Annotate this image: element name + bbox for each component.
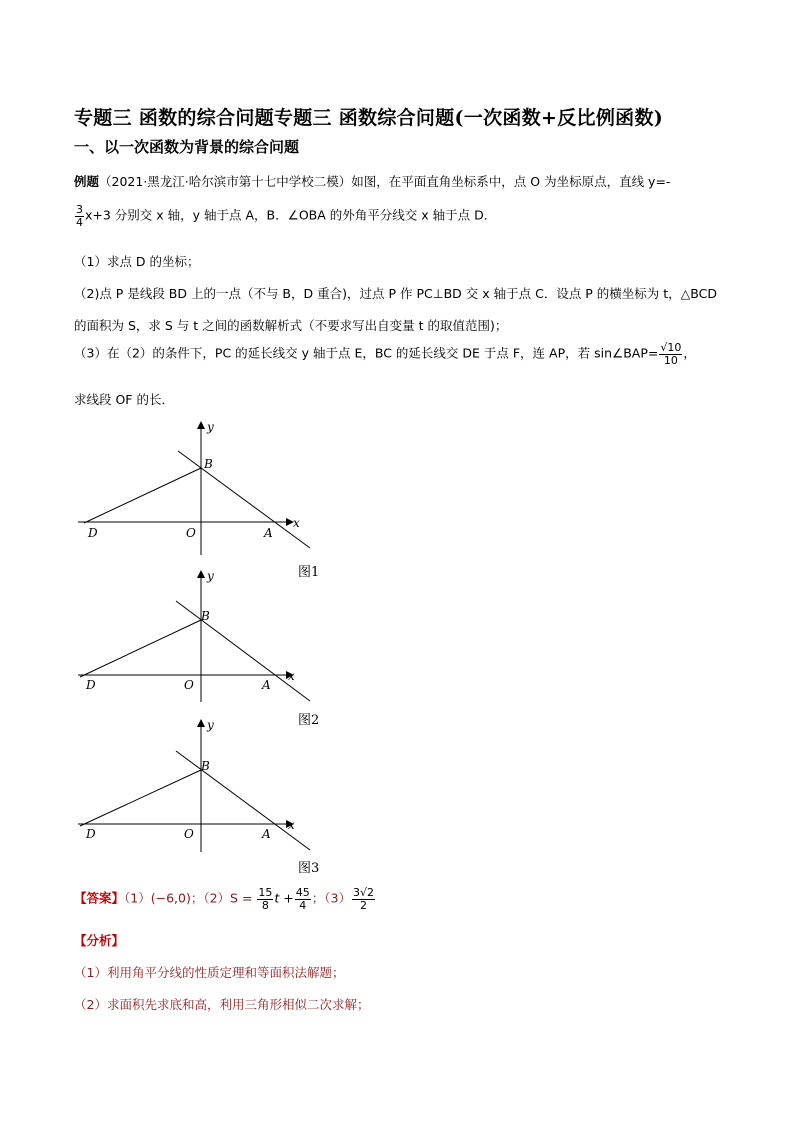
line-ba: [176, 601, 310, 701]
point-d-label: D: [88, 526, 98, 540]
y-label: y: [207, 718, 214, 732]
figure-3-diagram: [70, 714, 330, 864]
answer-line: [74, 887, 376, 911]
answer-part-2-mid: t +: [274, 890, 294, 906]
frac-den: 4: [299, 898, 307, 912]
frac-den: 4: [76, 215, 83, 229]
point-b-label: B: [201, 759, 210, 773]
example-line-2: [74, 204, 496, 228]
answer-part-3-prefix: （3）: [324, 890, 351, 906]
question-3-text: （3）在（2）的条件下，PC 的延长线交 y 轴于点 E，BC 的延长线交 DE 于点 F，连 AP，若 sin∠BAP=: [74, 345, 659, 361]
answer-fraction-3sqrt2-2: [352, 887, 375, 911]
point-d-label: D: [86, 827, 96, 841]
line-ba: [178, 451, 310, 548]
line-ba: [176, 751, 310, 850]
answer-fraction-45-4: [295, 887, 311, 911]
frac-den: 8: [261, 898, 269, 912]
page-title: 专题三 函数的综合问题专题三 函数综合问题(一次函数+反比例函数): [74, 107, 664, 129]
example-text-1: 如图，在平面直角坐标系中，点 O 为坐标原点，直线 y=-: [351, 174, 671, 189]
line-bd: [84, 468, 201, 523]
answer-part-2-prefix: （2）S =: [203, 890, 253, 906]
fraction-three-quarters: [75, 204, 84, 228]
x-label: x: [293, 516, 300, 530]
point-a-label: A: [262, 678, 271, 692]
frac-num: 3√2: [352, 886, 374, 899]
frac-num: √10: [660, 341, 682, 354]
figure-3-caption: 图3: [298, 861, 320, 876]
question-2-line-2: 的面积为 S，求 S 与 t 之间的函数解析式（不要求写出自变量 t 的取值范围)；: [74, 318, 508, 333]
point-o-label: O: [184, 827, 194, 841]
point-b-label: B: [204, 457, 213, 471]
question-2-line-1: （2)点 P 是线段 BD 上的一点（不与 B，D 重合)，过点 P 作 PC⊥BD 交 x 轴于点 C．设点 P 的横坐标为 t，△BCD: [74, 286, 718, 301]
point-a-label: A: [262, 827, 271, 841]
answer-label: 【答案】: [74, 890, 125, 906]
answer-part-2-end: ；: [311, 890, 325, 906]
point-o-label: O: [184, 678, 194, 692]
frac-den: 2: [359, 898, 367, 912]
point-a-label: A: [264, 526, 273, 540]
example-line-1: [74, 172, 670, 190]
x-label: x: [288, 669, 295, 683]
frac-den: 10: [663, 353, 678, 367]
question-1: （1）求点 D 的坐标；: [74, 254, 200, 269]
figure-1-diagram: [70, 415, 330, 580]
figure-2-diagram: [70, 565, 330, 715]
y-label: y: [207, 569, 214, 583]
fraction-sqrt10-over-10: [659, 342, 682, 366]
x-label: x: [288, 818, 295, 832]
section-heading: 一、以一次函数为背景的综合问题: [74, 138, 300, 156]
analysis-line-2: （2）求面积先求底和高，利用三角形相似二次求解；: [74, 997, 370, 1012]
frac-num: 3: [76, 203, 83, 216]
example-text-2: x+3 分别交 x 轴，y 轴于点 A，B．∠OBA 的外角平分线交 x 轴于点 D．: [85, 207, 497, 223]
question-3-line-1: [74, 342, 696, 366]
example-source: （2021·黑龙江·哈尔滨市第十七中学校二模）: [99, 174, 352, 189]
line-bd: [80, 620, 201, 677]
analysis-line-1: （1）利用角平分线的性质定理和等面积法解题；: [74, 965, 345, 980]
figure-2-caption: 图2: [298, 713, 320, 728]
answer-fraction-15-8: [257, 887, 273, 911]
point-d-label: D: [86, 678, 96, 692]
answer-part-1: （1）(−6,0)；: [124, 890, 204, 906]
point-o-label: O: [186, 526, 196, 540]
figure-1-caption: 图1: [298, 565, 320, 580]
question-3-tail: ，: [683, 345, 696, 361]
y-label: y: [207, 420, 214, 434]
frac-num: 15: [258, 886, 273, 899]
question-3-line-2: 求线段 OF 的长．: [74, 392, 174, 407]
line-bd: [80, 770, 201, 826]
example-label: 例题: [74, 174, 100, 189]
frac-num: 45: [295, 886, 310, 899]
analysis-label: 【分析】: [74, 933, 125, 948]
point-b-label: B: [201, 609, 210, 623]
